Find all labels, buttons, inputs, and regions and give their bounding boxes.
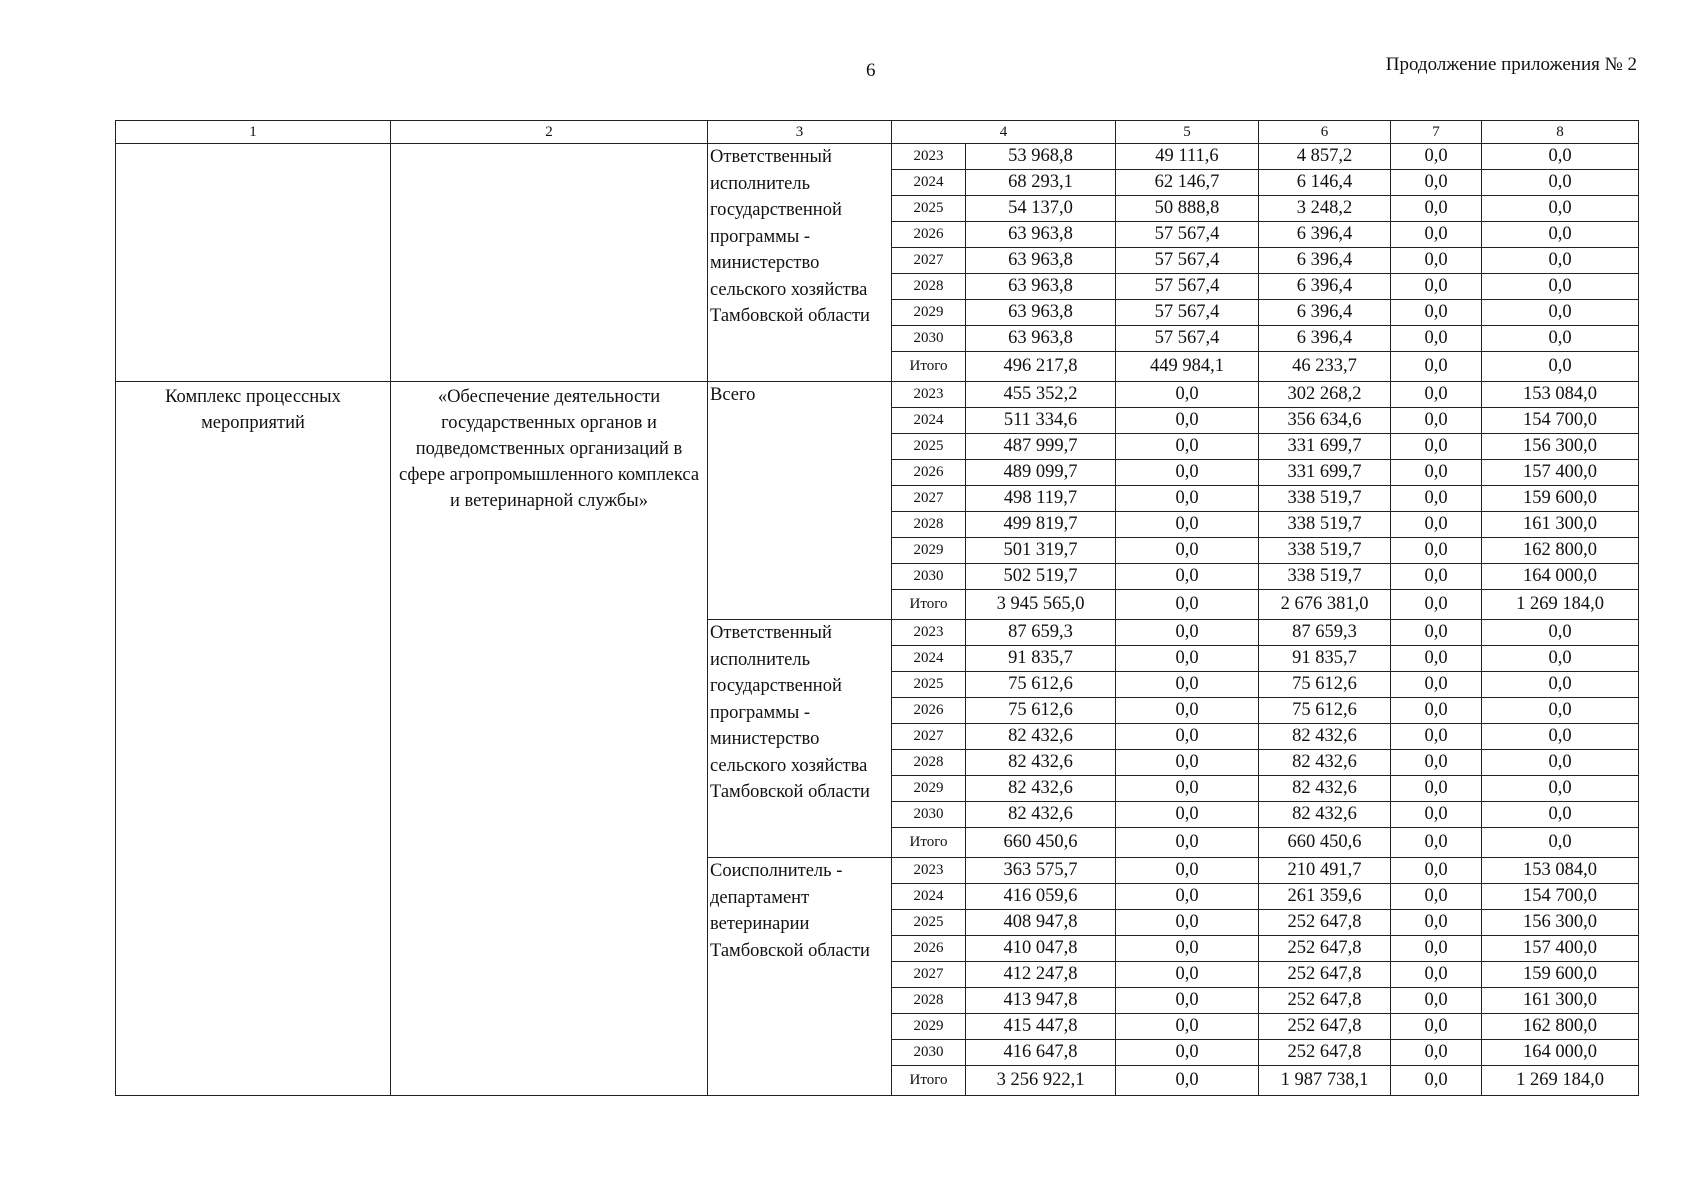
year-cell: 2025 <box>892 910 966 936</box>
year-cell: Итого <box>892 1066 966 1096</box>
year-cell: 2023 <box>892 382 966 408</box>
value-cell-c8: 0,0 <box>1482 170 1639 196</box>
table-row <box>116 144 1639 170</box>
value-cell-c6: 210 491,7 <box>1259 858 1391 884</box>
value-cell-c5: 0,0 <box>1116 988 1259 1014</box>
value-cell-c4: 54 137,0 <box>966 196 1116 222</box>
value-cell-c7: 0,0 <box>1391 352 1482 382</box>
year-cell: 2026 <box>892 936 966 962</box>
year-cell: 2025 <box>892 434 966 460</box>
value-cell-c8: 162 800,0 <box>1482 1014 1639 1040</box>
value-cell-c6: 338 519,7 <box>1259 564 1391 590</box>
value-cell-c4: 487 999,7 <box>966 434 1116 460</box>
value-cell-c5: 50 888,8 <box>1116 196 1259 222</box>
value-cell-c4: 63 963,8 <box>966 300 1116 326</box>
value-cell-c6: 75 612,6 <box>1259 698 1391 724</box>
value-cell-c5: 0,0 <box>1116 802 1259 828</box>
value-cell-c4: 408 947,8 <box>966 910 1116 936</box>
event-name-cell <box>391 144 708 382</box>
value-cell-c4: 498 119,7 <box>966 486 1116 512</box>
value-cell-c7: 0,0 <box>1391 620 1482 646</box>
value-cell-c8: 0,0 <box>1482 144 1639 170</box>
col-header-8: 8 <box>1482 121 1639 144</box>
value-cell-c6: 356 634,6 <box>1259 408 1391 434</box>
value-cell-c6: 6 396,4 <box>1259 300 1391 326</box>
value-cell-c4: 363 575,7 <box>966 858 1116 884</box>
value-cell-c5: 57 567,4 <box>1116 248 1259 274</box>
value-cell-c4: 3 945 565,0 <box>966 590 1116 620</box>
value-cell-c5: 0,0 <box>1116 936 1259 962</box>
year-cell: 2023 <box>892 858 966 884</box>
value-cell-c7: 0,0 <box>1391 802 1482 828</box>
value-cell-c6: 252 647,8 <box>1259 1014 1391 1040</box>
value-cell-c5: 0,0 <box>1116 564 1259 590</box>
value-cell-c7: 0,0 <box>1391 274 1482 300</box>
value-cell-c5: 0,0 <box>1116 724 1259 750</box>
value-cell-c7: 0,0 <box>1391 512 1482 538</box>
value-cell-c7: 0,0 <box>1391 434 1482 460</box>
value-cell-c7: 0,0 <box>1391 858 1482 884</box>
value-cell-c4: 82 432,6 <box>966 802 1116 828</box>
value-cell-c7: 0,0 <box>1391 486 1482 512</box>
value-cell-c6: 6 396,4 <box>1259 222 1391 248</box>
value-cell-c5: 0,0 <box>1116 1040 1259 1066</box>
value-cell-c8: 153 084,0 <box>1482 382 1639 408</box>
value-cell-c6: 6 146,4 <box>1259 170 1391 196</box>
value-cell-c4: 412 247,8 <box>966 962 1116 988</box>
value-cell-c4: 68 293,1 <box>966 170 1116 196</box>
value-cell-c6: 46 233,7 <box>1259 352 1391 382</box>
col-header-6: 6 <box>1259 121 1391 144</box>
value-cell-c5: 0,0 <box>1116 620 1259 646</box>
year-cell: 2025 <box>892 672 966 698</box>
value-cell-c4: 82 432,6 <box>966 750 1116 776</box>
value-cell-c8: 157 400,0 <box>1482 460 1639 486</box>
value-cell-c5: 0,0 <box>1116 382 1259 408</box>
value-cell-c8: 156 300,0 <box>1482 910 1639 936</box>
value-cell-c8: 159 600,0 <box>1482 486 1639 512</box>
col-header-5: 5 <box>1116 121 1259 144</box>
year-cell: 2026 <box>892 698 966 724</box>
value-cell-c5: 0,0 <box>1116 776 1259 802</box>
year-cell: 2028 <box>892 512 966 538</box>
value-cell-c7: 0,0 <box>1391 1014 1482 1040</box>
year-cell: 2029 <box>892 776 966 802</box>
value-cell-c6: 252 647,8 <box>1259 910 1391 936</box>
year-cell: 2024 <box>892 646 966 672</box>
value-cell-c7: 0,0 <box>1391 1040 1482 1066</box>
value-cell-c8: 1 269 184,0 <box>1482 1066 1639 1096</box>
executor-cell: Всего <box>708 382 892 620</box>
value-cell-c6: 302 268,2 <box>1259 382 1391 408</box>
value-cell-c5: 0,0 <box>1116 672 1259 698</box>
event-type-cell <box>116 144 391 382</box>
value-cell-c8: 157 400,0 <box>1482 936 1639 962</box>
value-cell-c6: 338 519,7 <box>1259 486 1391 512</box>
year-cell: 2025 <box>892 196 966 222</box>
table-row <box>116 382 1639 408</box>
value-cell-c8: 0,0 <box>1482 248 1639 274</box>
value-cell-c7: 0,0 <box>1391 300 1482 326</box>
value-cell-c4: 91 835,7 <box>966 646 1116 672</box>
value-cell-c5: 0,0 <box>1116 460 1259 486</box>
year-cell: 2026 <box>892 222 966 248</box>
value-cell-c5: 0,0 <box>1116 1066 1259 1096</box>
executor-cell: Соисполнитель - департамент ветеринарии Тамбовской области <box>708 858 892 1096</box>
year-cell: 2027 <box>892 962 966 988</box>
value-cell-c8: 156 300,0 <box>1482 434 1639 460</box>
value-cell-c8: 161 300,0 <box>1482 512 1639 538</box>
value-cell-c7: 0,0 <box>1391 1066 1482 1096</box>
value-cell-c7: 0,0 <box>1391 564 1482 590</box>
value-cell-c4: 63 963,8 <box>966 222 1116 248</box>
value-cell-c4: 75 612,6 <box>966 672 1116 698</box>
col-header-2: 2 <box>391 121 708 144</box>
executor-cell: Ответственный исполнитель государственной программы - министерство сельского хозяйства Тамбовской области <box>708 620 892 858</box>
value-cell-c5: 0,0 <box>1116 1014 1259 1040</box>
year-cell: 2026 <box>892 460 966 486</box>
value-cell-c5: 0,0 <box>1116 486 1259 512</box>
year-cell: 2030 <box>892 1040 966 1066</box>
executor-cell: Ответственный исполнитель государственной программы - министерство сельского хозяйства Тамбовской области <box>708 144 892 382</box>
value-cell-c6: 1 987 738,1 <box>1259 1066 1391 1096</box>
value-cell-c6: 91 835,7 <box>1259 646 1391 672</box>
value-cell-c6: 87 659,3 <box>1259 620 1391 646</box>
value-cell-c6: 82 432,6 <box>1259 802 1391 828</box>
col-header-1: 1 <box>116 121 391 144</box>
value-cell-c4: 496 217,8 <box>966 352 1116 382</box>
value-cell-c4: 53 968,8 <box>966 144 1116 170</box>
value-cell-c8: 0,0 <box>1482 698 1639 724</box>
year-cell: 2029 <box>892 300 966 326</box>
value-cell-c6: 6 396,4 <box>1259 248 1391 274</box>
value-cell-c6: 660 450,6 <box>1259 828 1391 858</box>
value-cell-c4: 63 963,8 <box>966 326 1116 352</box>
year-cell: 2030 <box>892 326 966 352</box>
value-cell-c8: 0,0 <box>1482 352 1639 382</box>
value-cell-c6: 3 248,2 <box>1259 196 1391 222</box>
value-cell-c4: 415 447,8 <box>966 1014 1116 1040</box>
value-cell-c8: 0,0 <box>1482 724 1639 750</box>
value-cell-c5: 0,0 <box>1116 858 1259 884</box>
value-cell-c8: 0,0 <box>1482 802 1639 828</box>
value-cell-c7: 0,0 <box>1391 196 1482 222</box>
value-cell-c4: 63 963,8 <box>966 248 1116 274</box>
value-cell-c8: 0,0 <box>1482 646 1639 672</box>
value-cell-c6: 252 647,8 <box>1259 988 1391 1014</box>
value-cell-c7: 0,0 <box>1391 408 1482 434</box>
value-cell-c8: 1 269 184,0 <box>1482 590 1639 620</box>
value-cell-c6: 2 676 381,0 <box>1259 590 1391 620</box>
value-cell-c6: 82 432,6 <box>1259 724 1391 750</box>
value-cell-c6: 82 432,6 <box>1259 750 1391 776</box>
year-cell: 2029 <box>892 1014 966 1040</box>
value-cell-c6: 6 396,4 <box>1259 326 1391 352</box>
year-cell: 2027 <box>892 724 966 750</box>
value-cell-c8: 0,0 <box>1482 750 1639 776</box>
year-cell: 2024 <box>892 408 966 434</box>
continuation-note: Продолжение приложения № 2 <box>1385 54 1637 75</box>
value-cell-c7: 0,0 <box>1391 750 1482 776</box>
value-cell-c8: 0,0 <box>1482 776 1639 802</box>
value-cell-c5: 57 567,4 <box>1116 274 1259 300</box>
value-cell-c5: 0,0 <box>1116 962 1259 988</box>
value-cell-c8: 164 000,0 <box>1482 1040 1639 1066</box>
value-cell-c7: 0,0 <box>1391 590 1482 620</box>
value-cell-c6: 261 359,6 <box>1259 884 1391 910</box>
value-cell-c5: 0,0 <box>1116 590 1259 620</box>
event-name-cell: «Обеспечение деятельности государственных органов и подведомственных организаций в сфере агропромышленного комплекса и ветеринарной службы» <box>391 382 708 1096</box>
value-cell-c8: 0,0 <box>1482 672 1639 698</box>
value-cell-c6: 252 647,8 <box>1259 1040 1391 1066</box>
year-cell: 2030 <box>892 802 966 828</box>
value-cell-c7: 0,0 <box>1391 828 1482 858</box>
value-cell-c4: 82 432,6 <box>966 724 1116 750</box>
year-cell: Итого <box>892 828 966 858</box>
value-cell-c8: 154 700,0 <box>1482 884 1639 910</box>
value-cell-c8: 0,0 <box>1482 620 1639 646</box>
value-cell-c8: 0,0 <box>1482 274 1639 300</box>
value-cell-c8: 0,0 <box>1482 326 1639 352</box>
value-cell-c4: 455 352,2 <box>966 382 1116 408</box>
value-cell-c4: 489 099,7 <box>966 460 1116 486</box>
value-cell-c5: 57 567,4 <box>1116 326 1259 352</box>
col-header-7: 7 <box>1391 121 1482 144</box>
value-cell-c4: 82 432,6 <box>966 776 1116 802</box>
value-cell-c4: 416 647,8 <box>966 1040 1116 1066</box>
value-cell-c5: 0,0 <box>1116 750 1259 776</box>
value-cell-c8: 164 000,0 <box>1482 564 1639 590</box>
value-cell-c7: 0,0 <box>1391 910 1482 936</box>
value-cell-c4: 416 059,6 <box>966 884 1116 910</box>
value-cell-c7: 0,0 <box>1391 538 1482 564</box>
year-cell: 2028 <box>892 750 966 776</box>
value-cell-c6: 338 519,7 <box>1259 512 1391 538</box>
value-cell-c7: 0,0 <box>1391 884 1482 910</box>
value-cell-c6: 331 699,7 <box>1259 434 1391 460</box>
year-cell: Итого <box>892 590 966 620</box>
value-cell-c7: 0,0 <box>1391 646 1482 672</box>
value-cell-c5: 62 146,7 <box>1116 170 1259 196</box>
year-cell: 2023 <box>892 620 966 646</box>
col-header-4: 4 <box>892 121 1116 144</box>
value-cell-c4: 660 450,6 <box>966 828 1116 858</box>
value-cell-c8: 159 600,0 <box>1482 962 1639 988</box>
value-cell-c5: 0,0 <box>1116 408 1259 434</box>
value-cell-c4: 499 819,7 <box>966 512 1116 538</box>
value-cell-c7: 0,0 <box>1391 222 1482 248</box>
value-cell-c4: 511 334,6 <box>966 408 1116 434</box>
year-cell: 2028 <box>892 274 966 300</box>
value-cell-c6: 338 519,7 <box>1259 538 1391 564</box>
year-cell: 2027 <box>892 486 966 512</box>
value-cell-c7: 0,0 <box>1391 382 1482 408</box>
value-cell-c7: 0,0 <box>1391 724 1482 750</box>
page-number: 6 <box>866 60 876 81</box>
event-type-cell: Комплекс процессных мероприятий <box>116 382 391 1096</box>
value-cell-c7: 0,0 <box>1391 962 1482 988</box>
value-cell-c4: 87 659,3 <box>966 620 1116 646</box>
value-cell-c5: 0,0 <box>1116 828 1259 858</box>
value-cell-c7: 0,0 <box>1391 988 1482 1014</box>
value-cell-c6: 331 699,7 <box>1259 460 1391 486</box>
value-cell-c5: 0,0 <box>1116 646 1259 672</box>
value-cell-c7: 0,0 <box>1391 776 1482 802</box>
value-cell-c8: 0,0 <box>1482 828 1639 858</box>
value-cell-c5: 57 567,4 <box>1116 222 1259 248</box>
value-cell-c6: 252 647,8 <box>1259 962 1391 988</box>
value-cell-c4: 410 047,8 <box>966 936 1116 962</box>
value-cell-c4: 63 963,8 <box>966 274 1116 300</box>
value-cell-c5: 57 567,4 <box>1116 300 1259 326</box>
year-cell: 2030 <box>892 564 966 590</box>
year-cell: 2028 <box>892 988 966 1014</box>
value-cell-c8: 162 800,0 <box>1482 538 1639 564</box>
year-cell: 2027 <box>892 248 966 274</box>
value-cell-c5: 49 111,6 <box>1116 144 1259 170</box>
value-cell-c4: 75 612,6 <box>966 698 1116 724</box>
col-header-3: 3 <box>708 121 892 144</box>
value-cell-c4: 501 319,7 <box>966 538 1116 564</box>
budget-table <box>115 120 1639 1096</box>
value-cell-c4: 3 256 922,1 <box>966 1066 1116 1096</box>
value-cell-c5: 0,0 <box>1116 512 1259 538</box>
value-cell-c5: 0,0 <box>1116 884 1259 910</box>
value-cell-c7: 0,0 <box>1391 248 1482 274</box>
year-cell: 2024 <box>892 884 966 910</box>
value-cell-c4: 502 519,7 <box>966 564 1116 590</box>
year-cell: 2029 <box>892 538 966 564</box>
value-cell-c8: 161 300,0 <box>1482 988 1639 1014</box>
value-cell-c6: 4 857,2 <box>1259 144 1391 170</box>
year-cell: 2023 <box>892 144 966 170</box>
value-cell-c6: 75 612,6 <box>1259 672 1391 698</box>
value-cell-c8: 154 700,0 <box>1482 408 1639 434</box>
value-cell-c5: 0,0 <box>1116 434 1259 460</box>
value-cell-c8: 0,0 <box>1482 222 1639 248</box>
value-cell-c6: 252 647,8 <box>1259 936 1391 962</box>
value-cell-c5: 0,0 <box>1116 910 1259 936</box>
column-numbers-row <box>116 121 1639 144</box>
value-cell-c7: 0,0 <box>1391 936 1482 962</box>
value-cell-c7: 0,0 <box>1391 326 1482 352</box>
value-cell-c5: 449 984,1 <box>1116 352 1259 382</box>
value-cell-c8: 153 084,0 <box>1482 858 1639 884</box>
value-cell-c7: 0,0 <box>1391 144 1482 170</box>
value-cell-c7: 0,0 <box>1391 460 1482 486</box>
year-cell: Итого <box>892 352 966 382</box>
year-cell: 2024 <box>892 170 966 196</box>
value-cell-c6: 6 396,4 <box>1259 274 1391 300</box>
value-cell-c8: 0,0 <box>1482 300 1639 326</box>
value-cell-c5: 0,0 <box>1116 538 1259 564</box>
value-cell-c7: 0,0 <box>1391 672 1482 698</box>
value-cell-c6: 82 432,6 <box>1259 776 1391 802</box>
value-cell-c5: 0,0 <box>1116 698 1259 724</box>
value-cell-c8: 0,0 <box>1482 196 1639 222</box>
value-cell-c7: 0,0 <box>1391 170 1482 196</box>
value-cell-c7: 0,0 <box>1391 698 1482 724</box>
value-cell-c4: 413 947,8 <box>966 988 1116 1014</box>
